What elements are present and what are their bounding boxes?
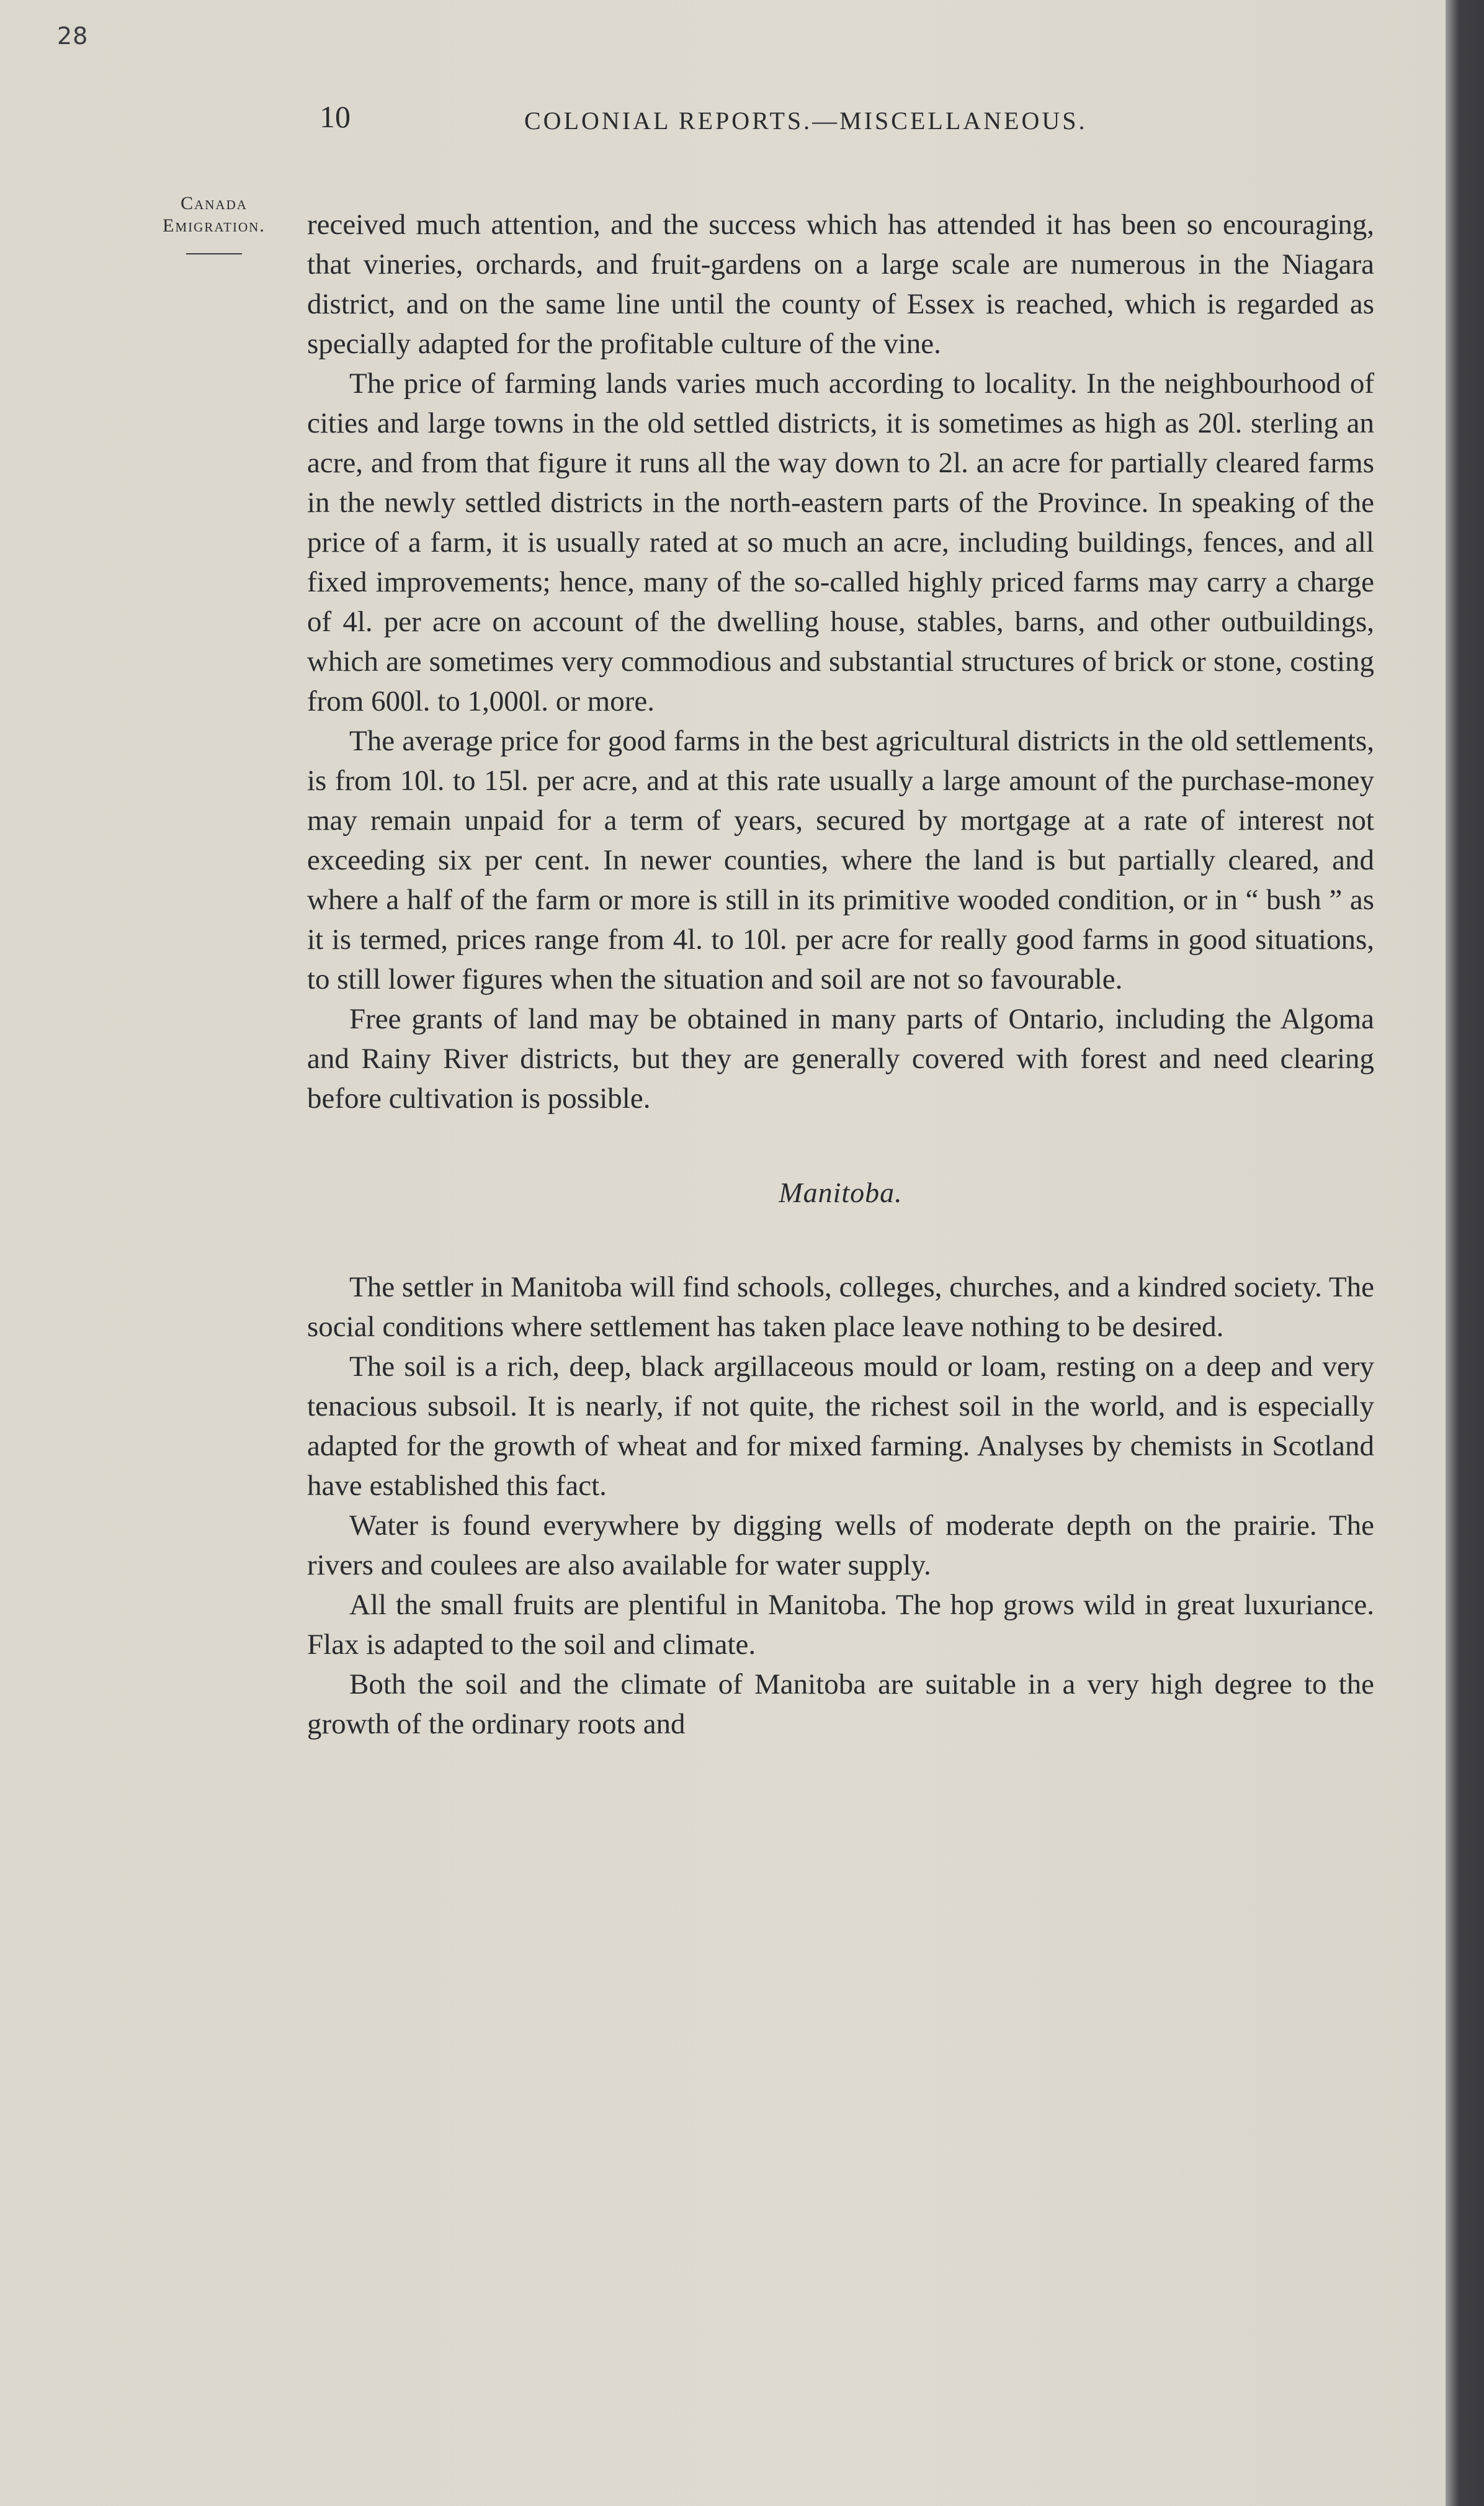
margin-rule — [186, 253, 242, 254]
paragraph: Both the soil and the climate of Manitoba are suitable in a very high degree to the growth of the ordinary roots and — [307, 1668, 1374, 1740]
running-head-title: COLONIAL REPORTS.—MISCELLANEOUS. — [524, 107, 1088, 135]
paragraph: received much attention, and the success which has attended it has been so encouraging, that vineries, orchards, and fruit-gardens on a large scale are numerous in the Niagara district, and on the same line until the county of Essex is reached, which is regarded as specially adapted for the profitable culture of the vine. — [307, 209, 1374, 360]
margin-note-line-2: Emigration. — [163, 215, 266, 236]
paragraph: All the small fruits are plentiful in Manitoba. The hop grows wild in great luxuriance. Flax is adapted to the soil and climate. — [307, 1589, 1374, 1661]
margin-note — [143, 192, 285, 254]
paragraph: The settler in Manitoba will find schools, colleges, churches, and a kindred society. The social conditions where settlement has taken place leave nothing to be desired. — [307, 1271, 1374, 1343]
folio-number: 10 — [320, 99, 351, 134]
paragraph: Water is found everywhere by digging wells of moderate depth on the prairie. The rivers and coulees are also available for water supply. — [307, 1509, 1374, 1581]
paragraph: The average price for good farms in the best agricultural districts in the old settlements, is from 10l. to 15l. per acre, and at this rate usually a large amount of the purchase-money may remain unpaid for a term of years, secured by mortgage at a rate of interest not exceeding six per cent. In newer counties, where the land is but partially cleared, and where a half of the farm or more is still in its primitive wooded condition, or in “ bush ” as it is termed, prices range from 4l. to 10l. per acre for really good farms in good situations, to still lower figures when the situation and soil are not so favourable. — [307, 725, 1374, 995]
margin-note-line-1: Canada — [181, 193, 248, 213]
section-heading: Manitoba. — [779, 1177, 903, 1208]
body-text — [307, 205, 1374, 1744]
book-spine-edge — [1446, 0, 1484, 2506]
paragraph: The soil is a rich, deep, black argillaceous mould or loam, resting on a deep and very tenacious subsoil. It is nearly, if not quite, the richest soil in the world, and is especially adapted for the growth of wheat and for mixed farming. Analyses by chemists in Scotland have established this fact. — [307, 1350, 1374, 1502]
paragraph: The price of farming lands varies much according to locality. In the neighbourhood of cities and large towns in the old settled districts, it is sometimes as high as 20l. sterling an acre, and from that figure it runs all the way down to 2l. an acre for partially cleared farms in the newly settled districts in the north-eastern parts of the Province. In speaking of the price of a farm, it is usually rated at so much an acre, including buildings, fences, and all fixed improvements; hence, many of the so-called highly priced farms may carry a charge of 4l. per acre on account of the dwelling house, stables, barns, and other outbuildings, which are sometimes very commodious and substantial structures of brick or stone, costing from 600l. to 1,000l. or more. — [307, 367, 1374, 717]
paragraph: Free grants of land may be obtained in many parts of Ontario, including the Algoma and Rainy River districts, but they are generally covered with forest and need clearing before cultivation is possible. — [307, 1003, 1374, 1115]
scan-page-number: 28 — [57, 22, 89, 50]
